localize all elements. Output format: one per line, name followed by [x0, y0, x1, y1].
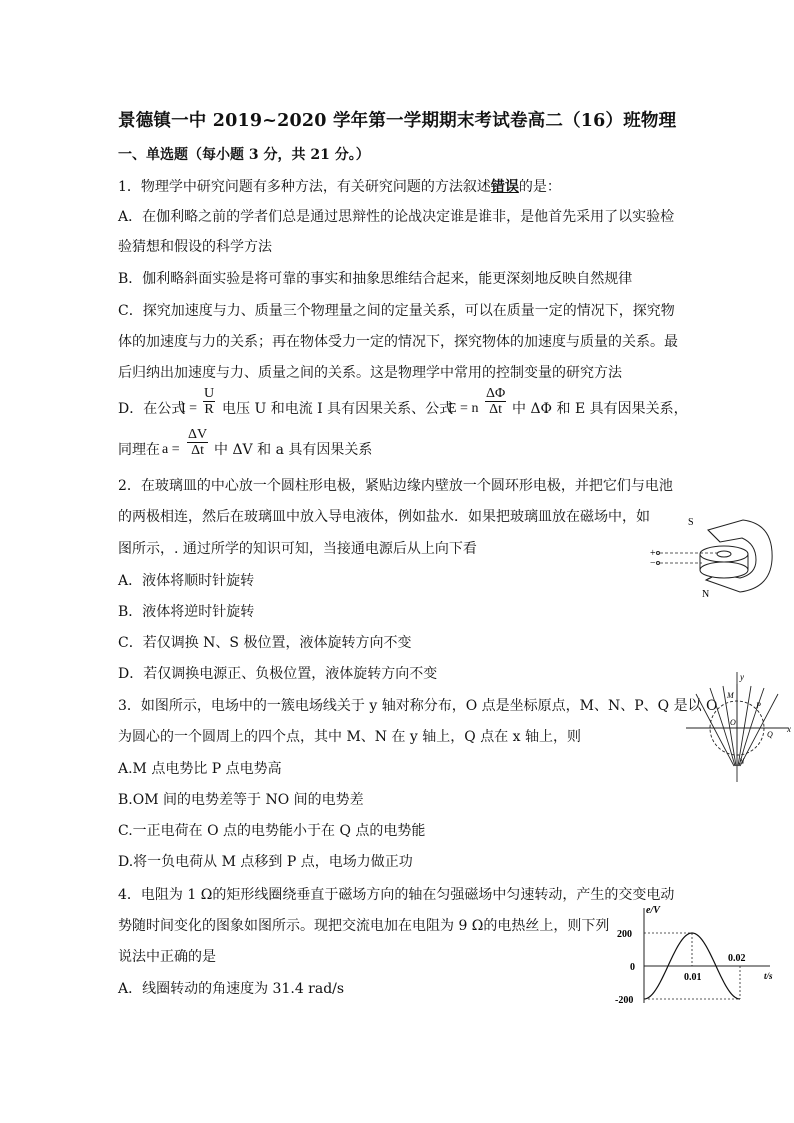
- point-o-label: O: [730, 718, 736, 727]
- q1-option-c-line3: 后归纳出加速度与力、质量之间的关系。这是物理学中常用的控制变量的研究方法: [118, 365, 622, 381]
- formula-i: I =: [181, 401, 198, 416]
- x-tick-label: 0.01: [684, 972, 702, 983]
- point-n-label: N: [739, 757, 745, 766]
- formula-a: a =: [162, 442, 180, 457]
- q2-option-c: C．若仅调换 N、S 极位置，液体旋转方向不变: [118, 635, 412, 651]
- q1-option-b: B．伽利略斜面实验是将可靠的事实和抽象思维结合起来，能更深刻地反映自然规律: [118, 271, 633, 287]
- field-lines: [696, 684, 778, 766]
- q1-option-d-end: 中 ΔΦ 和 E 具有因果关系，: [512, 401, 688, 417]
- y-tick-label: 0: [630, 962, 635, 973]
- q1-option-c-line2: 体的加速度与力的关系；再在物体受力一定的情况下，探究物体的加速度与质量的关系。最: [118, 334, 678, 350]
- y-tick-label: 200: [617, 929, 632, 940]
- question-2-line3: 图所示，. 通过所学的知识可知，当接通电源后从上向下看: [118, 541, 477, 557]
- formula-e: E = n: [448, 401, 479, 416]
- magnet-dish-figure: [648, 508, 778, 603]
- q1-option-a-line1: A．在伽利略之前的学者们总是通过思辩性的论战决定谁是谁非，是他首先采用了以实验检: [118, 209, 675, 225]
- question-4-line3: 说法中正确的是: [118, 949, 216, 965]
- fraction-dphi-over-dt: $\frac{\Delta\Phi}{\Delta t}$: [486, 386, 506, 417]
- question-2-line1: 2．在玻璃皿的中心放一个圆柱形电极，紧贴边缘内壁放一个圆环形电极，并把它们与电池: [118, 478, 673, 494]
- q2-option-d: D．若仅调换电源正、负极位置，液体旋转方向不变: [118, 666, 438, 682]
- emphasis-wrong: 错误: [490, 179, 519, 195]
- fraction-u-over-r: $\frac{U}{R}$: [204, 386, 215, 417]
- terminal-plus: +: [650, 548, 656, 559]
- point-p-label: P: [756, 701, 761, 710]
- q2-option-b: B．液体将逆时针旋转: [118, 604, 255, 620]
- glass-dish: [700, 546, 748, 578]
- terminal-minus: −: [650, 558, 656, 569]
- q2-option-a: A．液体将顺时针旋转: [118, 573, 255, 589]
- page-title: 景德镇一中 2019~2020 学年第一学期期末考试卷高二（16）班物理: [118, 111, 677, 131]
- question-4-line1: 4．电阻为 1 Ω的矩形线圈绕垂直于磁场方向的轴在匀强磁场中匀速转动，产生的交变电动: [118, 887, 675, 903]
- q1-option-d2-end: 中 ΔV 和 a 具有因果关系: [214, 442, 373, 458]
- question-3-line1: 3．如图所示，电场中的一簇电场线关于 y 轴对称分布，O 点是坐标原点，M、N、P、Q 是以 O: [118, 698, 718, 714]
- q3-option-a: A.M 点电势比 P 点电势高: [118, 761, 282, 777]
- question-2-line2: 的两极相连，然后在玻璃皿中放入导电液体，例如盐水．如果把玻璃皿放在磁场中，如: [118, 509, 650, 525]
- question-1-stem: 1．物理学中研究问题有多种方法，有关研究问题的方法叙述错误的是：: [118, 179, 561, 195]
- chart-x-label: t/s: [764, 971, 773, 981]
- question-4-line2: 势随时间变化的图象如图所示。现把交流电加在电阻为 9 Ω的电热丝上，则下列: [118, 918, 610, 934]
- chart-y-label: e/V: [646, 905, 660, 916]
- q1-option-d-prefix: D．在公式: [118, 401, 186, 417]
- magnet-s-label: S: [688, 517, 694, 528]
- y-tick-label: -200: [615, 995, 634, 1006]
- emf-time-chart: [612, 900, 784, 1012]
- q1-option-c-line1: C．探究加速度与力、质量三个物理量之间的定量关系，可以在质量一定的情况下，探究物: [118, 303, 675, 319]
- q4-option-a: A．线圈转动的角速度为 31.4 rad/s: [118, 981, 345, 997]
- x-tick-label: 0.02: [728, 953, 746, 964]
- q1-option-d-mid: 电压 U 和电流 I 具有因果关系、公式: [222, 401, 454, 417]
- q3-option-d: D.将一负电荷从 M 点移到 P 点，电场力做正功: [118, 854, 413, 870]
- point-q-label: Q: [767, 730, 773, 739]
- point-m-label: M: [727, 691, 734, 700]
- q3-option-b: B.OM 间的电势差等于 NO 间的电势差: [118, 792, 364, 808]
- q1-option-a-line2: 验猜想和假设的科学方法: [118, 239, 272, 255]
- question-3-line2: 为圆心的一个圆周上的四个点，其中 M、N 在 y 轴上，Q 点在 x 轴上，则: [118, 729, 582, 745]
- section-heading: 一、单选题（每小题 3 分，共 21 分。）: [118, 147, 370, 163]
- axis-label-y: y: [740, 672, 744, 682]
- q3-option-c: C.一正电荷在 O 点的电势能小于在 Q 点的电势能: [118, 823, 426, 839]
- electric-field-figure: [680, 670, 794, 785]
- q1-option-d2-prefix: 同理在: [118, 442, 160, 458]
- fraction-dv-over-dt: $\frac{\Delta V}{\Delta t}$: [188, 427, 208, 458]
- axis-label-x: x: [787, 724, 791, 734]
- magnet-n-label: N: [702, 589, 710, 600]
